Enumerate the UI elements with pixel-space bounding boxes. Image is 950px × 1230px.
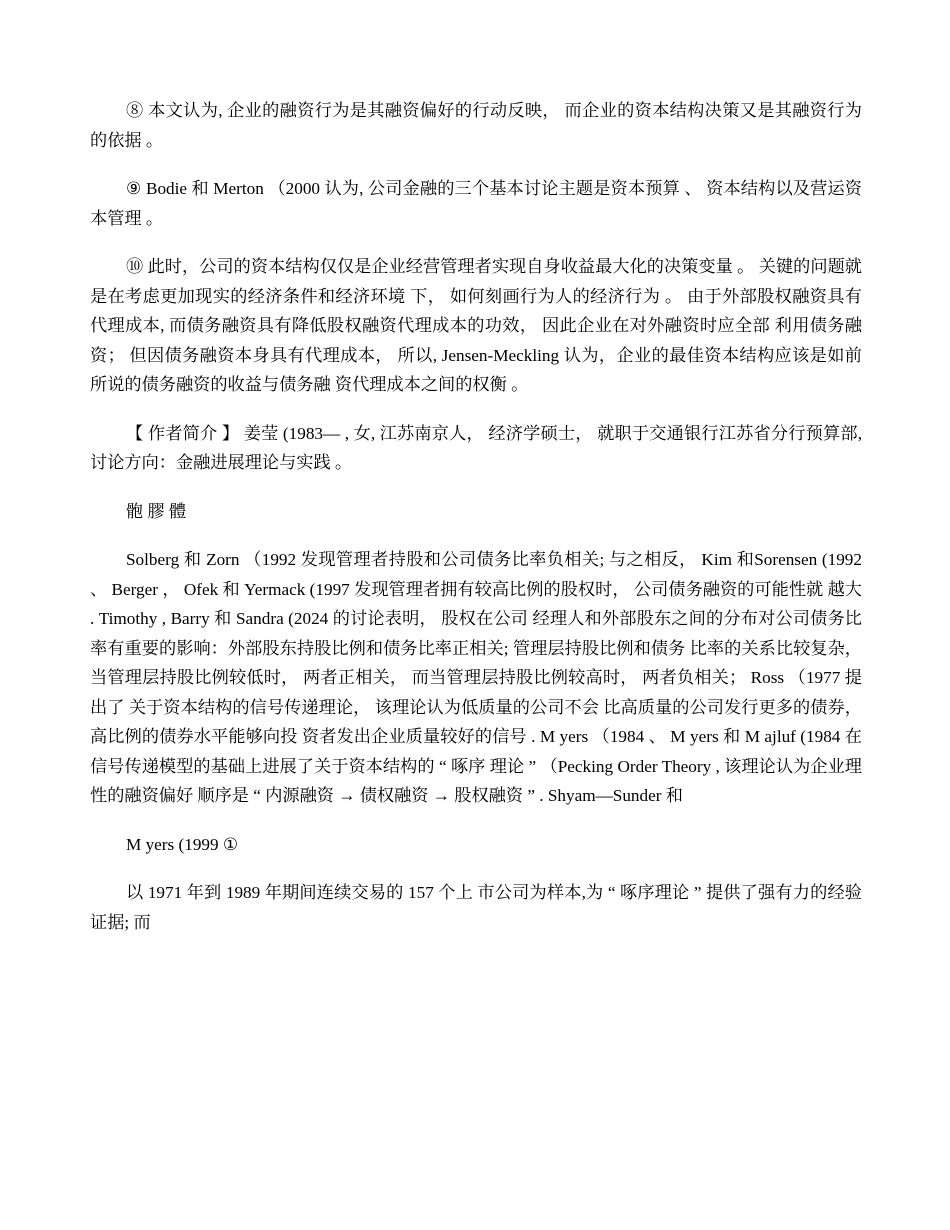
paragraph-note-9: ⑨ Bodie 和 Merton （2000 认为, 公司金融的三个基本讨论主题是资本预算 、 资本结构以及营运资本管理 。	[90, 179, 862, 228]
paragraph-author-bio: 【 作者简介 】 姜莹 (1983— , 女, 江苏南京人， 经济学硕士， 就职于交通银行江苏省分行预算部, 讨论方向：金融进展理论与实践 。	[90, 423, 862, 472]
paragraph-note-8: ⑧ 本文认为, 企业的融资行为是其融资偏好的行动反映， 而企业的资本结构决策又是其融资行为的依据 。	[90, 101, 862, 150]
paragraph-note-10: ⑩ 此时，公司的资本结构仅仅是企业经营管理者实现自身收益最大化的决策变量 。 关键的问题就是在考虑更加现实的经济条件和经济环境 下， 如何刻画行为人的经济行为 。 由于外部股权融资具有代理成本, 而债务融资具有降低股权融资代理成本的功效， 因此企业在对外融资时应全部 利用债务融资； 但因债务融资本身具有代理成本， 所以, Jensen-Meckling 认为，企业的最佳资本结构应该是如前所说的债务融资的收益与债务融 资代理成本之间的权衡 。	[90, 257, 862, 394]
paragraph-literature-review: Solberg 和 Zorn （1992 发现管理者持股和公司债务比率负相关; 与之相反， Kim 和Sorensen (1992 、 Berger ， Ofek 和 Yermack (1997 发现管理者拥有较高比例的股权时， 公司债务融资的可能性就 越大 . Timothy , Barry 和 Sandra (2024 的讨论表明， 股权在公司 经理人和外部股东之间的分布对公司债务比率有重要的影响：外部股东持股比例和债务比率正相关; 管理层持股比例和债务 比率的关系比较复杂， 当管理层持股比例较低时， 两者正相关， 而当管理层持股比例较高时， 两者负相关； Ross （1977 提出了 关于资本结构的信号传递理论， 该理论认为低质量的公司不会 比高质量的公司发行更多的债券， 高比例的债券水平能够向投 资者发出企业质量较好的信号 . M yers （1984 、 M yers 和 M ajluf (1984 在信号传递模型的基础上进展了关于资本结构的 “ 啄序 理论 ” （Pecking Order Theory , 该理论认为企业理性的融资偏好 顺序是 “ 内源融资 → 债权融资 → 股权融资 ” . Shyam—Sunder 和	[90, 550, 862, 805]
paragraph-garbled-text: 骲 膠 體	[126, 501, 187, 521]
paragraph-sample-evidence: 以 1971 年到 1989 年期间连续交易的 157 个上 市公司为样本,为 “ 啄序理论 ” 提供了强有力的经验证据; 而	[90, 883, 862, 932]
paragraph-myers-citation: M yers (1999 ①	[126, 834, 239, 854]
